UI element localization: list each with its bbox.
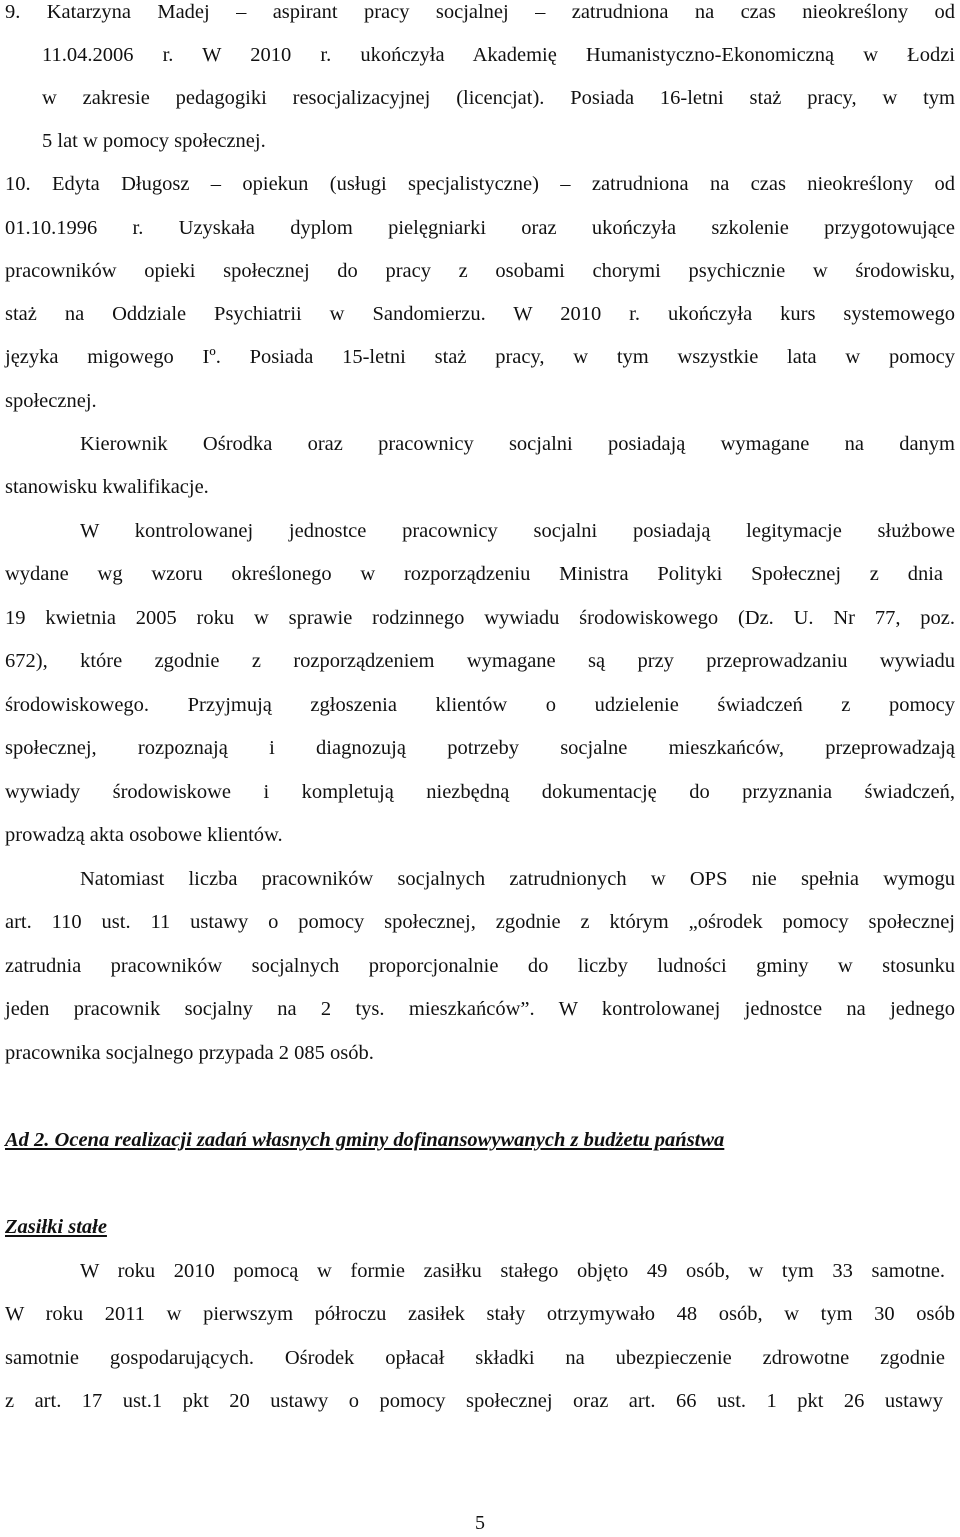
- item9-line4: 5 lat w pomocy społecznej.: [42, 130, 266, 152]
- item10-line4: staż na Oddziale Psychiatrii w Sandomierzu. W 2010 r. ukończyła kurs systemowego: [5, 303, 955, 325]
- item10-line6: społecznej.: [5, 390, 97, 412]
- liczba-line4: jeden pracownik socjalny na 2 tys. mieszkańców”. W kontrolowanej jednostce na jednego: [5, 998, 955, 1020]
- item9-line2: 11.04.2006 r. W 2010 r. ukończyła Akademię Humanistyczno-Ekonomiczną w Łodzi: [42, 44, 955, 66]
- legitymacje-line5: środowiskowego. Przyjmują zgłoszenia klientów o udzielenie świadczeń z pomocy: [5, 694, 955, 716]
- legitymacje-line6: społecznej, rozpoznają i diagnozują potrzeby socjalne mieszkańców, przeprowadzają: [5, 737, 955, 759]
- legitymacje-line8: prowadzą akta osobowe klientów.: [5, 824, 283, 846]
- zasilki-line4: z art. 17 ust.1 pkt 20 ustawy o pomocy społecznej oraz art. 66 ust. 1 pkt 26 ustawy: [5, 1390, 943, 1412]
- liczba-line5: pracownika socjalnego przypada 2 085 osób.: [5, 1042, 374, 1064]
- zasilki-line1: W roku 2010 pomocą w formie zasiłku stałego objęto 49 osób, w tym 33 samotne.: [80, 1260, 945, 1282]
- liczba-line2: art. 110 ust. 11 ustawy o pomocy społecznej, zgodnie z którym „ośrodek pomocy społecznej: [5, 911, 955, 933]
- heading-ad2: Ad 2. Ocena realizacji zadań własnych gminy dofinansowywanych z budżetu państwa: [5, 1129, 725, 1151]
- item10-line5: języka migowego Iº. Posiada 15-letni staż pracy, w tym wszystkie lata w pomocy: [5, 346, 955, 368]
- item10-line2: 01.10.1996 r. Uzyskała dyplom pielęgniarki oraz ukończyła szkolenie przygotowujące: [5, 217, 955, 239]
- legitymacje-line2: wydane wg wzoru określonego w rozporządzeniu Ministra Polityki Społecznej z dnia: [5, 563, 943, 585]
- kierownik-line1: Kierownik Ośrodka oraz pracownicy socjalni posiadają wymagane na danym: [80, 433, 955, 455]
- legitymacje-line4: 672), które zgodnie z rozporządzeniem wymagane są przy przeprowadzaniu wywiadu: [5, 650, 955, 672]
- page-number: 5: [475, 1512, 485, 1534]
- legitymacje-line7: wywiady środowiskowe i kompletują niezbędną dokumentację do przyznania świadczeń,: [5, 781, 955, 803]
- heading-zasilki-stale: Zasiłki stałe: [5, 1216, 107, 1238]
- item9-line1: 9. Katarzyna Madej – aspirant pracy socjalnej – zatrudniona na czas nieokreślony od: [5, 1, 955, 23]
- item10-line3: pracowników opieki społecznej do pracy z osobami chorymi psychicznie w środowisku,: [5, 260, 955, 282]
- kierownik-line2: stanowisku kwalifikacje.: [5, 476, 209, 498]
- legitymacje-line3: 19 kwietnia 2005 roku w sprawie rodzinnego wywiadu środowiskowego (Dz. U. Nr 77, poz.: [5, 607, 955, 629]
- zasilki-line2: W roku 2011 w pierwszym półroczu zasiłek stały otrzymywało 48 osób, w tym 30 osób: [5, 1303, 955, 1325]
- liczba-line3: zatrudnia pracowników socjalnych proporcjonalnie do liczby ludności gminy w stosunku: [5, 955, 955, 977]
- legitymacje-line1: W kontrolowanej jednostce pracownicy socjalni posiadają legitymacje służbowe: [80, 520, 955, 542]
- item10-line1: 10. Edyta Długosz – opiekun (usługi specjalistyczne) – zatrudniona na czas nieokreślony od: [5, 173, 955, 195]
- item9-line3: w zakresie pedagogiki resocjalizacyjnej (licencjat). Posiada 16-letni staż pracy, w tym: [42, 87, 955, 109]
- zasilki-line3: samotnie gospodarujących. Ośrodek opłacał składki na ubezpieczenie zdrowotne zgodnie: [5, 1347, 945, 1369]
- liczba-line1: Natomiast liczba pracowników socjalnych zatrudnionych w OPS nie spełnia wymogu: [80, 868, 955, 890]
